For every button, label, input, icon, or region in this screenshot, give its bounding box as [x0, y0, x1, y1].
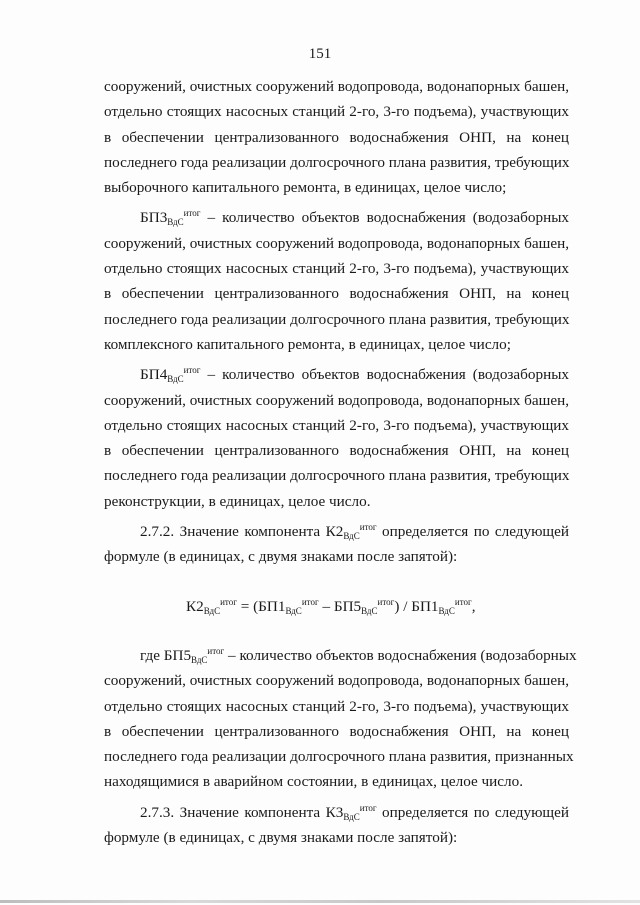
- paragraph-2-7-3: [104, 800, 569, 851]
- formula-k2: $К2_{ВдС}^{итог} = (БП1_{ВдС}^{итог} - БП5_{ВдС}^{итог}) / БП1_{ВдС}^{итог}$,: [186, 596, 476, 616]
- text-line: отдельно стоящих насосных станций 2-го, 3-го подъема), участвующих: [104, 697, 569, 715]
- symbol-bp5: БП5: [163, 646, 192, 664]
- subscript: ВдС: [343, 811, 360, 822]
- text-line: $БП3_{ВдС}^{итог}$ – количество объектов водоснабжения (водозаборных: [140, 208, 569, 228]
- text-line: формуле (в единицах, с двумя знаками после запятой):: [104, 548, 458, 566]
- text-line: сооружений, очистных сооружений водопровода, водонапорных башен,: [104, 78, 569, 95]
- text-line: последнего года реализации долгосрочного плана развития, требующих: [104, 310, 570, 328]
- superscript: итог: [359, 522, 377, 533]
- subscript: ВдС: [191, 654, 208, 665]
- text-line: в обеспечении централизованного водоснабжения ОНП, на конец: [104, 128, 569, 146]
- superscript: итог: [207, 645, 225, 656]
- superscript: итог: [359, 802, 377, 813]
- text-line: отдельно стоящих насосных станций 2-го, 3-го подъема), участвующих: [104, 416, 569, 434]
- scan-edge: [0, 900, 640, 903]
- text-line: последнего года реализации долгосрочного плана развития, признанных: [104, 748, 574, 766]
- text-line: сооружений, очистных сооружений водопровода, водонапорных башен,: [104, 391, 569, 409]
- text-line: реконструкции, в единицах, целое число.: [104, 492, 371, 510]
- superscript: итог: [183, 208, 201, 219]
- text-line: выборочного капитального ремонта, в единицах, целое число;: [104, 179, 507, 197]
- text-line: отдельно стоящих насосных станций 2-го, 3-го подъема), участвующих: [104, 103, 569, 121]
- text-line: $БП4_{ВдС}^{итог}$ – количество объектов водоснабжения (водозаборных: [140, 365, 569, 385]
- text-line: в обеспечении централизованного водоснабжения ОНП, на конец: [104, 722, 569, 740]
- paragraph-2-7-2: [104, 519, 569, 570]
- text-line: последнего года реализации долгосрочного плана развития, требующих: [104, 153, 570, 171]
- symbol-bp4: БП4: [140, 366, 168, 384]
- subscript: ВдС: [343, 531, 360, 542]
- text-line: комплексного капитального ремонта, в единицах, целое число;: [104, 335, 511, 353]
- text-line: сооружений, очистных сооружений водопровода, водонапорных башен,: [104, 672, 569, 690]
- text-line: 2.7.2. Значение компонента $К2_{ВдС}^{итог}$ определяется по следующей: [140, 522, 569, 542]
- text-line: находящимися в аварийном состоянии, в единицах, целое число.: [104, 773, 524, 791]
- superscript: итог: [183, 365, 201, 376]
- page-number: 151: [308, 46, 332, 62]
- paragraph-bp5: [104, 643, 577, 795]
- document-body: [104, 74, 577, 850]
- paragraph-1: [104, 74, 569, 200]
- text-line: 2.7.3. Значение компонента $К3_{ВдС}^{итог}$ определяется по следующей: [140, 802, 569, 822]
- subscript: ВдС: [167, 374, 184, 385]
- subscript: ВдС: [167, 217, 184, 228]
- paragraph-bp3: [104, 205, 569, 357]
- text-line: формуле (в единицах, с двумя знаками после запятой):: [104, 829, 458, 847]
- text-line: где $БП5_{ВдС}^{итог}$ – количество объектов водоснабжения (водозаборных: [140, 645, 577, 665]
- text-line: в обеспечении централизованного водоснабжения ОНП, на конец: [104, 285, 569, 303]
- symbol-bp3: БП3: [140, 209, 168, 227]
- text-line: в обеспечении централизованного водоснабжения ОНП, на конец: [104, 442, 569, 460]
- text-line: отдельно стоящих насосных станций 2-го, 3-го подъема), участвующих: [104, 260, 569, 278]
- paragraph-bp4: [104, 362, 569, 514]
- text-line: последнего года реализации долгосрочного плана развития, требующих: [104, 467, 570, 485]
- text-line: сооружений, очистных сооружений водопровода, водонапорных башен,: [104, 234, 569, 252]
